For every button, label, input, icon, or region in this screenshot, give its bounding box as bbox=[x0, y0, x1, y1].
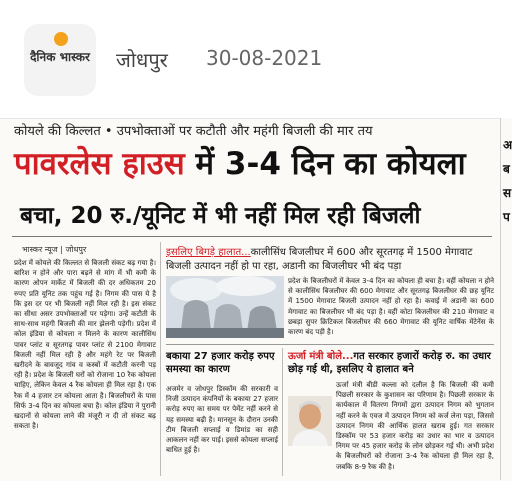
power-plant-photo bbox=[166, 276, 284, 338]
kicker-label: इसलिए बिगड़े हालात... bbox=[166, 247, 251, 258]
sun-icon bbox=[54, 32, 68, 46]
section-divider bbox=[166, 344, 494, 345]
column-divider bbox=[282, 348, 283, 476]
article-headline bbox=[14, 146, 466, 182]
kicker-text: कालीसिंध बिजलीघर में 600 और सूरतगढ़ में 1500 मेगावाट बिजली उत्पादन नहीं हो पा रहा, अडानी का बिजलीघर भी बंद पड़ा bbox=[166, 247, 473, 272]
article-strap: कोयले की किल्लत • उपभोक्ताओं पर कटौती और महंगी बिजली की मार तय bbox=[14, 124, 373, 139]
headline-rest: में 3-4 दिन का कोयला bbox=[184, 146, 466, 182]
subsection-2-headline bbox=[288, 350, 494, 376]
adjacent-text: अ bbox=[503, 138, 512, 152]
subsection-1-headline: बकाया 27 हजार करोड़ रुपए समस्या का कारण bbox=[166, 351, 275, 375]
subsection-2-text: ऊर्जा मंत्री बीडी कल्ला को दलील है कि बिजली की कमी पिछली सरकार के कुशासन का परिणाम है। पिछली सरकार के कार्यकाल में वितरण निगमों द्वारा उत्पादन निगम को भुगतान नहीं करने के एवज में उत्पादन निगम को कर्ज लेना पड़ा, जिससे उत्पादन निगम की आर्थिक हालत खराब हुई। गत सरकार डिस्कॉम पर 53 हजार करोड़ का उधार का भार व उत्पादन निगम पर 45 हजार करोड़ के लोन छोड़कर गई थी। अभी प्रदेश के बिजलीघरों को रोजाना 3-4 रैक कोयला ही मिल रहा है, जबकि 8-9 रैक की है। bbox=[336, 381, 494, 471]
column-1-text: प्रदेश में कोयले की किल्लत से बिजली संकट बढ़ गया है। बारिश न होने और पारा बढ़ने से मांग में भी कमी के कारण ओपन मार्केट में बिजली की दर अधिकतम 20 रुपए प्रति यूनिट तक पहुंच गई है। निगम की पास ये है कि इस दर पर भी बिजली नहीं मिल रही है। इस संकट का सीधा असर उपभोक्ताओं पर पड़ेगा। उन्हें कटौती के साथ-साथ महंगी बिजली की मार झेलनी पड़ेगी। प्रदेश में कोल इंडिया से कोयला न मिलने के कारण कालीसिंध पावर प्लांट व सूरतगढ़ पावर प्लांट से 2100 मेगावाट बिजली नहीं मिल रही है और महंगे रेट पर बिजली खरीदने के बावजूद गांव व कस्बों में कटौती करनी पड़ रही है। प्रदेश के बिजली घरों को रोजाना 10 रैक कोयला चाहिए, लेकिन केवल 4 रैक कोयला ही मिल रहा है। एक रैक में 4 हजार टन कोयला आता है। बिजलीघरों के पास सिर्फ 3-4 दिन का कोयला बचा है। कोल इंडिया ने पुरानी खदानों से कोयला लाने की मंजूरी न दी तो संकट बढ़ सकता है। bbox=[14, 259, 156, 431]
minister-label: ऊर्जा मंत्री बोले... bbox=[288, 351, 354, 362]
subsection-2-headline-text: गत सरकार हजारों करोड़ रु. का उधार छोड़ गई थी, इसलिए ये हालात बने bbox=[288, 351, 491, 375]
app-header bbox=[0, 0, 512, 118]
adjacent-text: प bbox=[503, 210, 510, 224]
publication-logo[interactable] bbox=[24, 24, 96, 96]
subsection-1-text: अजमेर व जोधपुर डिस्कॉम की सरकारी व निजी उत्पादन कंपनियों के बकाया 27 हजार करोड़ रुपए का समय पर पेमेंट नहीं करने से यह समस्या बढ़ी है। मानसून के दौरान उनकी टीम बिजली सप्लाई व डिमांड का सही आकलन नहीं कर पाई। इससे कोयला सप्लाई बाधित हुई है। bbox=[166, 385, 278, 455]
section-kicker bbox=[166, 246, 492, 274]
column-3-text: प्रदेश के बिजलीघरों में केवल 3-4 दिन का कोयला ही बचा है। वहीं कोयला न होने से कालीसिंध बिजलीघर की 600 मेगावाट और सूरतगढ़ बिजलीघर की छह यूनिट में 1500 मेगावाट बिजली उत्पादन नहीं हो रहा है। कवाई में अडानी का 600 मेगावाट का बिजलीघर भी बंद पड़ा है। वहीं कोटा बिजलीघर की 210 मेगावाट व छबड़ा सुपर क्रिटिकल बिजलीघर की 660 मेगावाट की यूनिट वार्षिक मेंटेनेंस के कारण बंद पड़ी है। bbox=[288, 277, 494, 337]
edition-date: 30-08-2021 bbox=[206, 46, 323, 70]
edition-name: जोधपुर bbox=[116, 48, 168, 72]
article-byline: भास्कर न्यूज | जोधपुर bbox=[22, 245, 87, 254]
logo-text: दैनिक भास्कर bbox=[30, 50, 90, 64]
headline-highlight: पावरलेस हाउस bbox=[14, 146, 185, 182]
article-subheadline: बचा, 20 रु./यूनिट में भी नहीं मिल रही बिजली bbox=[20, 203, 421, 229]
adjacent-text: स bbox=[503, 186, 512, 200]
minister-photo bbox=[288, 396, 332, 446]
column-divider bbox=[160, 242, 161, 476]
adjacent-text: ब bbox=[503, 162, 510, 176]
headline-divider bbox=[12, 236, 492, 237]
